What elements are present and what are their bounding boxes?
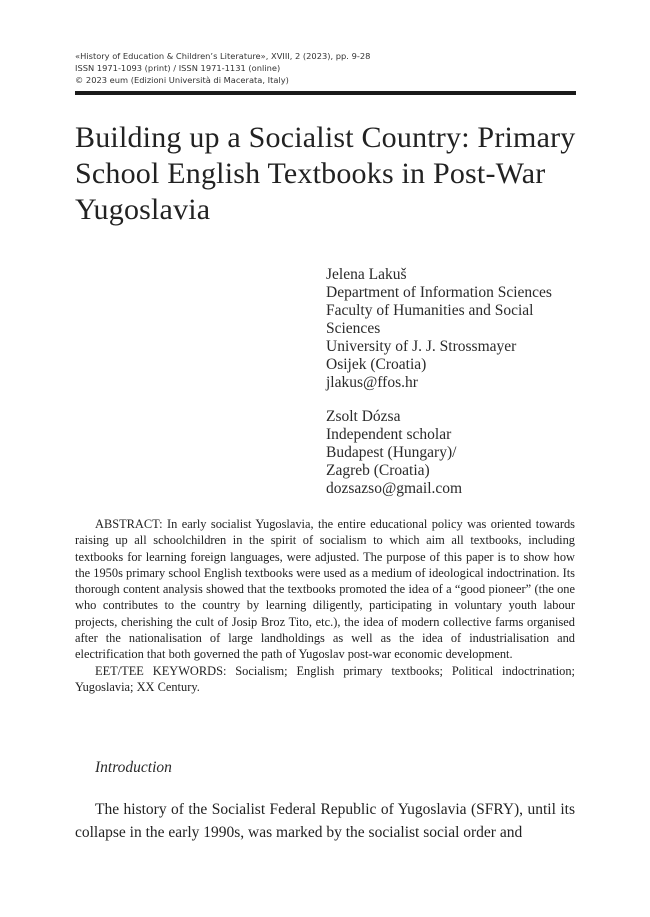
- author-block-1: [326, 266, 586, 392]
- abstract: [75, 516, 575, 695]
- author-block-2: [326, 408, 586, 498]
- journal-citation: «History of Education & Children’s Literature», XVIII, 2 (2023), pp. 9-28: [75, 51, 371, 61]
- author-faculty-cont: Sciences: [326, 320, 381, 337]
- issn-line: ISSN 1971-1093 (print) / ISSN 1971-1131 (online): [75, 63, 281, 73]
- keywords: EET/TEE KEYWORDS: Socialism; English primary textbooks; Political indoctrination; Yugoslavia; XX Century.: [75, 663, 575, 694]
- author-department: Department of Information Sciences: [326, 284, 552, 301]
- author-email[interactable]: dozsazso@gmail.com: [326, 480, 463, 497]
- article-title: Building up a Socialist Country: Primary School English Textbooks in Post-War Yugoslavia: [75, 121, 576, 226]
- author-university: University of J. J. Strossmayer: [326, 338, 517, 355]
- header-rule: [75, 91, 576, 95]
- introduction-paragraph: The history of the Socialist Federal Republic of Yugoslavia (SFRY), until its collapse in the early 1990s, was marked by the socialist social order and: [75, 801, 575, 841]
- author-email[interactable]: jlakus@ffos.hr: [326, 374, 418, 391]
- author-location: Osijek (Croatia): [326, 356, 427, 373]
- journal-header: [75, 50, 575, 86]
- author-location-cont: Zagreb (Croatia): [326, 462, 430, 479]
- author-faculty: Faculty of Humanities and Social: [326, 302, 534, 319]
- copyright-line: © 2023 eum (Edizioni Università di Macerata, Italy): [75, 75, 289, 85]
- author-name: Zsolt Dózsa: [326, 408, 401, 425]
- abstract-text: ABSTRACT: In early socialist Yugoslavia, the entire educational policy was oriented towards raising up all schoolchildren in the spirit of socialism to which aim all textbooks, including textbooks for learning foreign languages, were adjusted. The purpose of this paper is to show how the 1950s primary school English textbooks were used as a medium of ideological indoctrination. Its thorough content analysis showed that the textbooks promoted the idea of a “good pioneer” (the one who contributes to the country by learning diligently, participating in voluntary youth labour projects, cherishing the cult of Josip Broz Tito, etc.), the idea of modern collective farms organised after the nationalisation of large landholdings as well as the idea of industrialisation and electrification that both governed the path of Yugoslav post-war economic development.: [75, 517, 575, 662]
- section-heading-introduction: Introduction: [95, 759, 172, 776]
- author-affiliations: [326, 266, 586, 498]
- author-affiliation: Independent scholar: [326, 426, 452, 443]
- author-name: Jelena Lakuš: [326, 266, 407, 283]
- author-location: Budapest (Hungary)/: [326, 444, 457, 461]
